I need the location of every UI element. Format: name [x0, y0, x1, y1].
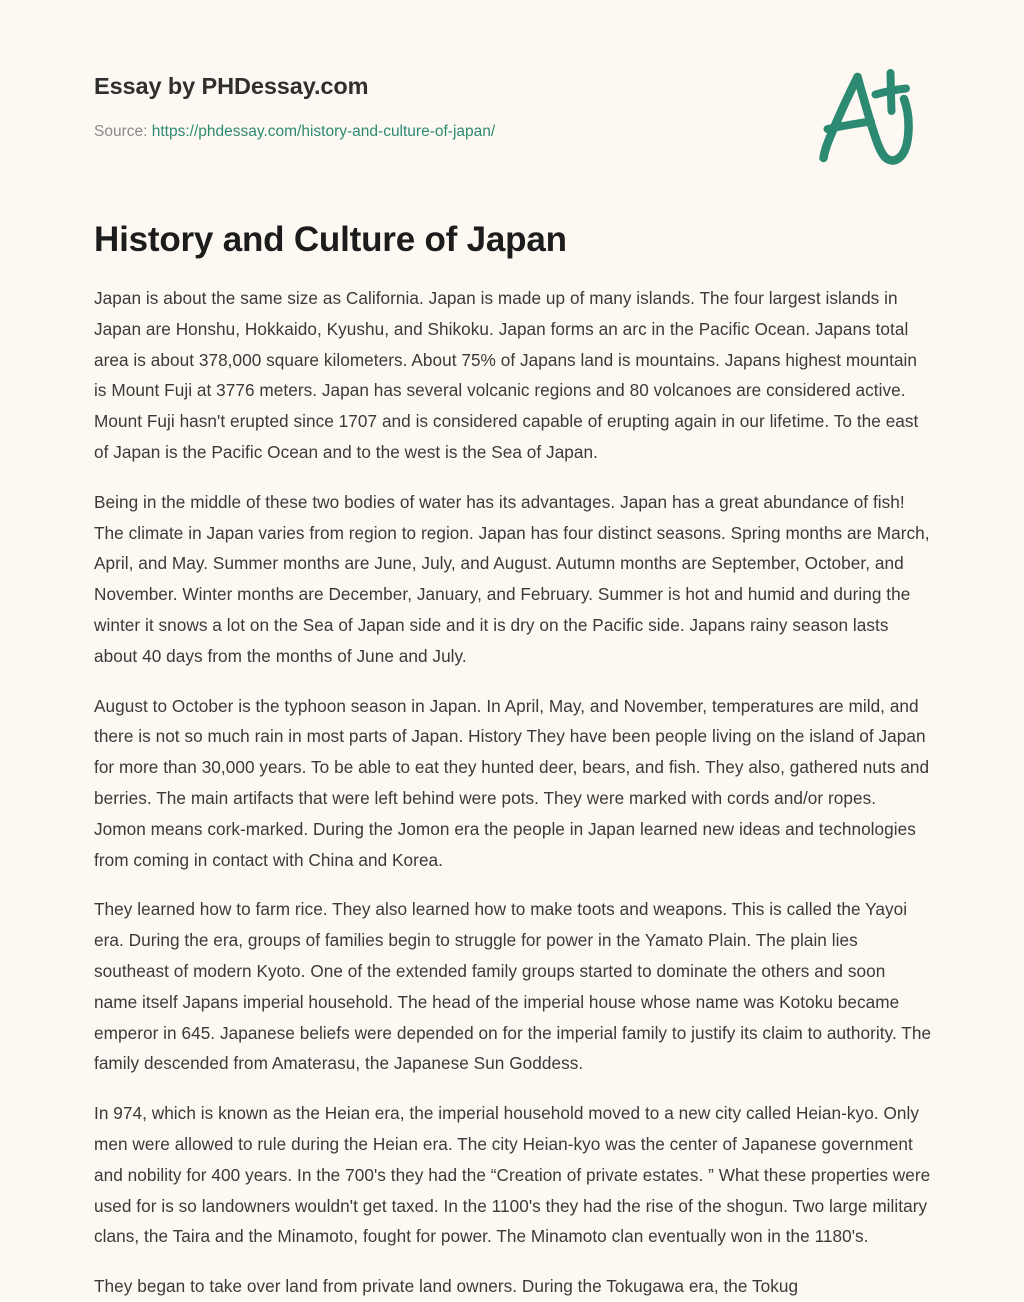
page-title: History and Culture of Japan [94, 220, 567, 259]
essay-body [94, 283, 932, 1302]
page-header [94, 72, 930, 142]
essay-paragraph: Being in the middle of these two bodies of water has its advantages. Japan has a great abundance of fish! The climate in Japan varies from region to region. Japan has four distinct seasons. Spring months are March, April, and May. Summer months are June, July, and August. Autumn months are September, October, and November. Winter months are December, January, and February. Summer is hot and humid and during the winter it snows a lot on the Sea of Japan side and it is dry on the Pacific side. Japans rainy season lasts about 40 days from the months of June and July. [94, 491, 930, 666]
essay-paragraph: They began to take over land from private land owners. During the Tokugawa era, the Tokug [94, 1276, 799, 1297]
essay-paragraph: Japan is about the same size as California. Japan is made up of many islands. The four largest islands in Japan are Honshu, Hokkaido, Kyushu, and Shikoku. Japan forms an arc in the Pacific Ocean. Japans total area is about 378,000 square kilometers. About 75% of Japans land is mountains. Japans highest mountain is Mount Fuji at 3776 meters. Japan has several volcanic regions and 80 volcanoes are considered active. Mount Fuji hasn't erupted since 1707 and is considered capable of erupting again in our lifetime. To the east of Japan is the Pacific Ocean and to the west is the Sea of Japan. [94, 288, 919, 462]
essay-paragraph: They learned how to farm rice. They also learned how to make toots and weapons. This is called the Yayoi era. During the era, groups of families begin to struggle for power in the Yamato Plain. The plain lies southeast of modern Kyoto. One of the extended family groups started to dominate the others and soon name itself Japans imperial household. The head of the imperial house whose name was Kotoku became emperor in 645. Japanese beliefs were depended on for the imperial family to justify its claim to authority. The family descended from Amaterasu, the Japanese Sun Goddess. [94, 899, 932, 1074]
essay-paragraph: In 974, which is known as the Heian era, the imperial household moved to a new city called Heian-kyo. Only men were allowed to rule during the Heian era. The city Heian-kyo was the center of Japanese government and nobility for 400 years. In the 700's they had the “Creation of private estates. ” What these properties were used for is so landowners wouldn't get taxed. In the 1100's they had the rise of the shogun. Two large military clans, the Taira and the Minamoto, fought for power. The Minamoto clan eventually won in the 1180's. [94, 1103, 931, 1247]
essay-paragraph: August to October is the typhoon season in Japan. In April, May, and November, temperatures are mild, and there is not so much rain in most parts of Japan. History They have been people living on the island of Japan for more than 30,000 years. To be able to eat they hunted deer, bears, and fish. They also, gathered nuts and berries. The main artifacts that were left behind were pots. They were marked with cords and/or ropes. Jomon means cork-marked. During the Jomon era the people in Japan learned new ideas and technologies from coming in contact with China and Korea. [94, 695, 930, 870]
a-plus-logo [818, 66, 928, 168]
source-label: Source: [94, 123, 148, 141]
source-line [94, 100, 930, 142]
brand-title: Essay by PHDessay.com [94, 73, 369, 99]
source-url-link[interactable]: https://phdessay.com/history-and-culture-of-japan/ [151, 123, 496, 141]
a-plus-logo-icon [818, 66, 928, 168]
